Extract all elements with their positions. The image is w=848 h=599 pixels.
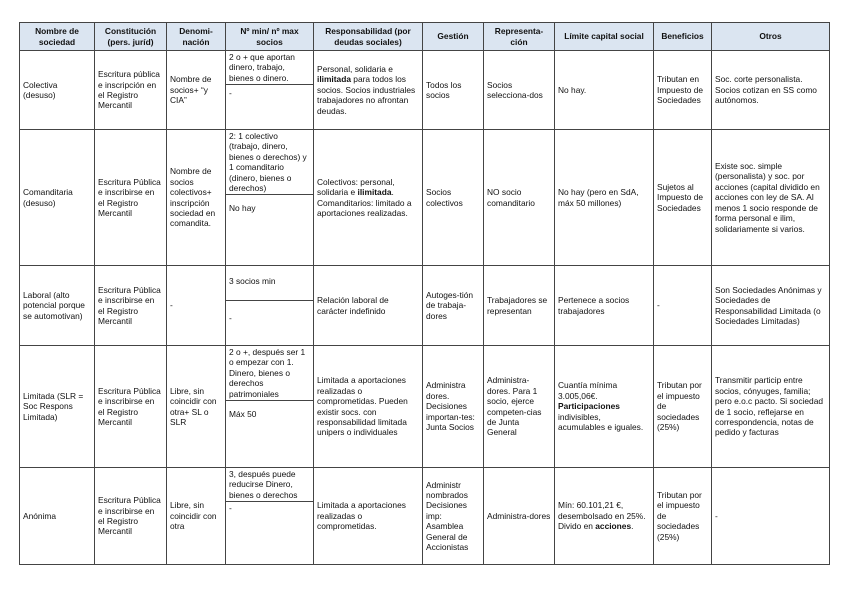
cell-socios-top: 3, después puede reducirse Dinero, bienes o derechos (229, 469, 298, 500)
cell-socios-bottom: No hay (226, 194, 313, 221)
table-row (20, 346, 830, 468)
cell-denominacion: - (167, 266, 226, 346)
header-otros: Otros (712, 23, 830, 51)
cell-constitucion: Escritura Pública e inscribirse en el Registro Mercantil (95, 346, 167, 468)
header-representacion: Representa-ción (484, 23, 555, 51)
cell-constitucion: Escritura Pública e inscribirse en el Registro Mercantil (95, 468, 167, 565)
cell-limite (555, 468, 654, 565)
cell-beneficios: Tributan por el impuesto de sociedades (25%) (654, 346, 712, 468)
cell-gestion: Todos los socios (423, 51, 484, 130)
table-row (20, 130, 830, 266)
cell-nombre: Laboral (alto potencial porque se automotivan) (20, 266, 95, 346)
cell-otros: - (712, 468, 830, 565)
cell-denominacion: Nombre de socios colectivos+ inscripción sociedad en comandita. (167, 130, 226, 266)
cell-responsabilidad: Relación laboral de carácter indefinido (314, 266, 423, 346)
cell-nombre: Colectiva (desuso) (20, 51, 95, 130)
resp-text-a: Colectivos: personal, solidaria e (317, 176, 395, 198)
limite-bold: Participaciones (558, 401, 620, 412)
header-socios: Nº min/ nº max socios (226, 23, 314, 51)
sociedades-table-wrap (19, 22, 830, 565)
header-nombre: Nombre de sociedad (20, 23, 95, 51)
cell-otros: Soc. corte personalista. Socios cotizan en SS como autónomos. (712, 51, 830, 130)
limite-text-a: Cuantía mínima 3.005,06€. (558, 380, 618, 401)
cell-nombre: Anónima (20, 468, 95, 565)
limite-bold: acciones (595, 521, 632, 532)
cell-gestion: Socios colectivos (423, 130, 484, 266)
limite-text-b: . (631, 521, 634, 532)
cell-beneficios: - (654, 266, 712, 346)
table-row (20, 266, 830, 346)
cell-responsabilidad (314, 51, 423, 130)
cell-socios-bottom: - (226, 501, 313, 514)
cell-representacion: Administra-dores (484, 468, 555, 565)
cell-beneficios: Tributan en Impuesto de Sociedades (654, 51, 712, 130)
sociedades-table (19, 22, 830, 565)
cell-denominacion: Libre, sin coincidir con otra+ SL o SLR (167, 346, 226, 468)
cell-otros: Existe soc. simple (personalista) y soc. por acciones (capital dividido en acciones con ley de SA. Al menos 1 socio responde de forma personal e ilim, solidariamente si varios. (712, 130, 830, 266)
header-constitucion: Constitución (pers. juríd) (95, 23, 167, 51)
table-row (20, 51, 830, 130)
cell-socios-bottom: - (226, 84, 313, 101)
cell-nombre: Comanditaria (desuso) (20, 130, 95, 266)
resp-text-a: Personal, solidaria e (317, 63, 393, 74)
cell-socios (226, 346, 314, 468)
cell-gestion: Administr nombrados Decisiones imp: Asamblea General de Accionistas (423, 468, 484, 565)
cell-socios-bottom: Máx 50 (226, 400, 313, 428)
cell-socios-top: 3 socios min (229, 276, 276, 286)
header-beneficios: Beneficios (654, 23, 712, 51)
limite-text-a: Mín: 60.101,21 €, desembolsado en 25%. Divido en (558, 500, 646, 532)
cell-otros: Transmitir particip entre socios, cónyuges, familia; pero e.o.c pacto. Si sociedad de 1 socio, reflejarse en correspondencia, notas de pedido y facturas (712, 346, 830, 468)
cell-limite: Pertenece a socios trabajadores (555, 266, 654, 346)
cell-representacion: Administra-dores. Para 1 socio, ejerce competen-cias de Junta General (484, 346, 555, 468)
cell-denominacion: Libre, sin coincidir con otra (167, 468, 226, 565)
cell-gestion: Autoges-tión de trabaja-dores (423, 266, 484, 346)
cell-constitucion: Escritura Pública e inscribirse en el Registro Mercantil (95, 130, 167, 266)
cell-beneficios: Tributan por el impuesto de sociedades (25%) (654, 468, 712, 565)
cell-limite (555, 346, 654, 468)
cell-socios (226, 468, 314, 565)
resp-bold: ilimitada (357, 187, 392, 198)
cell-denominacion: Nombre de socios+ “y CIA” (167, 51, 226, 130)
cell-socios-top: 2 o + que aportan dinero, trabajo, bienes o dinero. (229, 52, 295, 83)
cell-socios (226, 130, 314, 266)
cell-constitucion: Escritura Pública e inscribirse en el Registro Mercantil (95, 266, 167, 346)
cell-representacion: Trabajadores se representan (484, 266, 555, 346)
cell-otros: Son Sociedades Anónimas y Sociedades de Responsabilidad Limitada (o Sociedades Limitadas) (712, 266, 830, 346)
cell-socios-top: 2: 1 colectivo (trabajo, dinero, bienes o derechos) y 1 comanditario (dinero, bienes o derechos) (229, 131, 307, 194)
header-row (20, 23, 830, 51)
cell-representacion: Socios selecciona-dos (484, 51, 555, 130)
cell-constitucion: Escritura pública e inscripción en el Registro Mercantil (95, 51, 167, 130)
cell-responsabilidad (314, 130, 423, 266)
resp-text-b: para todos los socios. Socios industriales trabajadores no afrontan deudas. (317, 74, 416, 116)
header-limite: Límite capital social (555, 23, 654, 51)
cell-socios (226, 51, 314, 130)
cell-representacion: NO socio comanditario (484, 130, 555, 266)
cell-limite: No hay (pero en SdA, máx 50 millones) (555, 130, 654, 266)
cell-beneficios: Sujetos al Impuesto de Sociedades (654, 130, 712, 266)
header-denominacion: Denomi-nación (167, 23, 226, 51)
cell-socios-bottom: - (226, 300, 313, 337)
cell-gestion: Administra dores. Decisiones importan-tes: Junta Socios (423, 346, 484, 468)
header-responsabilidad: Responsabilidad (por deudas sociales) (314, 23, 423, 51)
resp-bold: ilimitada (317, 74, 351, 85)
cell-responsabilidad: Limitada a aportaciones realizadas o comprometidas. (314, 468, 423, 565)
limite-text-b: indivisibles, acumulables e iguales. (558, 411, 644, 433)
cell-socios-top: 2 o +, después ser 1 o empezar con 1. Dinero, bienes o derechos patrimoniales (229, 347, 306, 399)
cell-socios (226, 266, 314, 346)
header-gestion: Gestión (423, 23, 484, 51)
resp-text-b: . Comanditarios: limitado a aportaciones realizadas. (317, 187, 412, 218)
table-row (20, 468, 830, 565)
cell-nombre: Limitada (SLR = Soc Respons Limitada) (20, 346, 95, 468)
cell-limite: No hay. (555, 51, 654, 130)
cell-responsabilidad: Limitada a aportaciones realizadas o comprometidas. Pueden existir socs. con responsabilidad limitada unipers o individuales (314, 346, 423, 468)
